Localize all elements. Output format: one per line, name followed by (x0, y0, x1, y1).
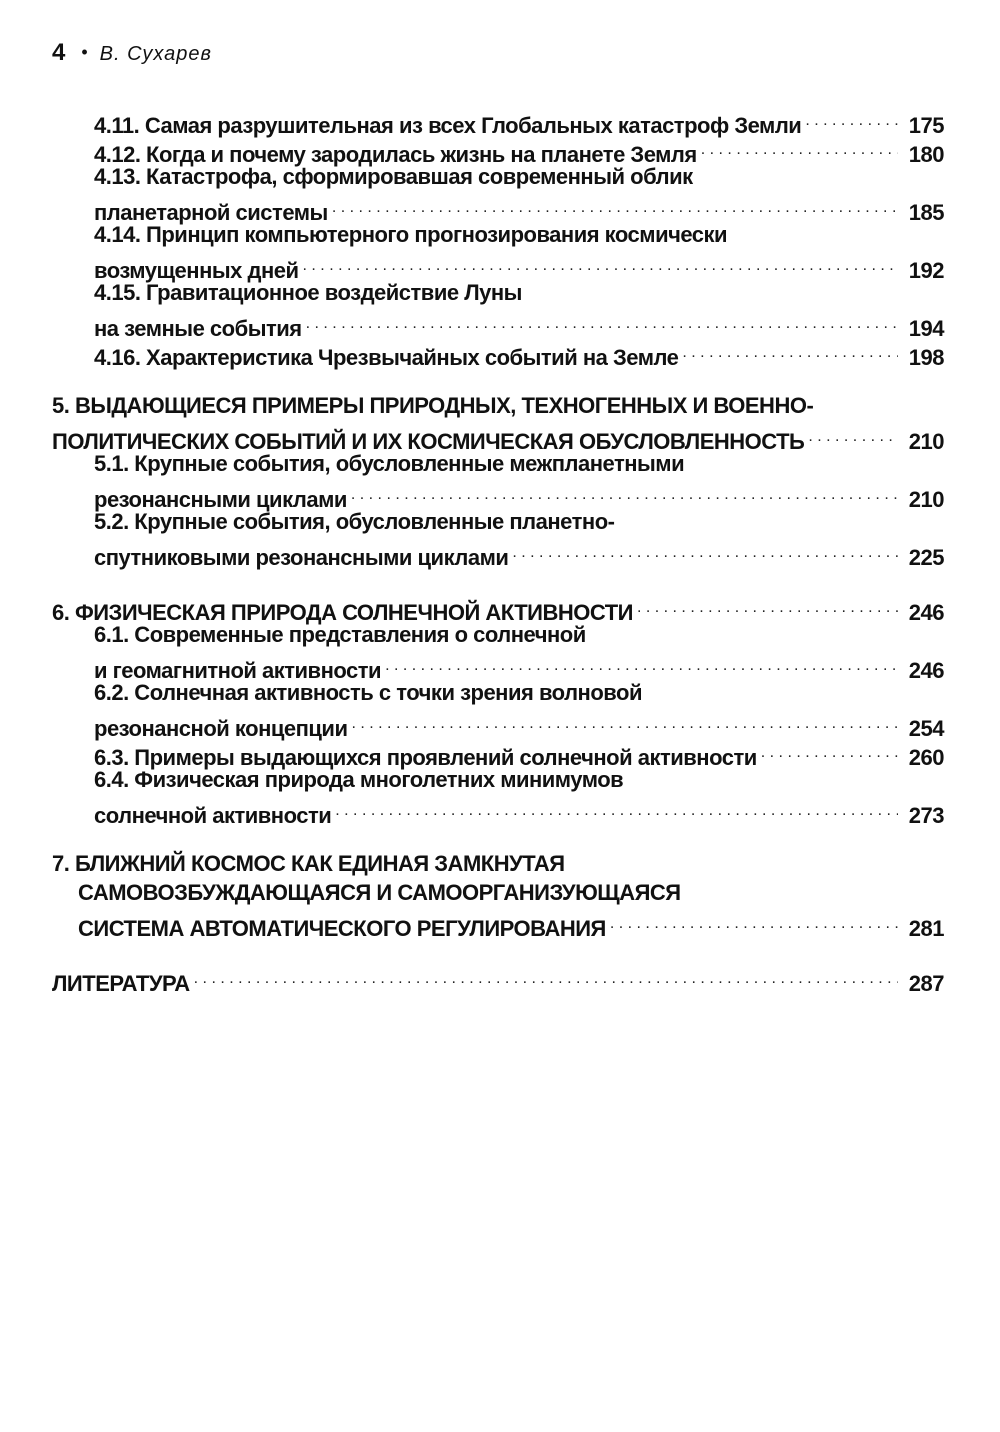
toc-entry-title-line: 5.2. Крупные события, обусловленные планетно- (94, 509, 615, 534)
toc-page-number: 246 (908, 658, 944, 683)
dot-leader (303, 249, 898, 278)
toc-entry-title-line: 4.13. Катастрофа, сформировавшая современный облик (94, 164, 693, 189)
toc-entry-title-line: 6.2. Солнечная активность с точки зрения волновой (94, 680, 642, 705)
toc-entry-title-line: возмущенных дней (94, 258, 299, 283)
dot-leader (637, 591, 898, 620)
toc-entry-title-line: резонансными циклами (94, 487, 347, 512)
dot-leader (682, 336, 898, 365)
toc-chapter-title-line: ПОЛИТИЧЕСКИХ СОБЫТИЙ И ИХ КОСМИЧЕСКАЯ ОБУСЛОВЛЕННОСТЬ (52, 429, 805, 454)
toc-chapter-title-line: 7. БЛИЖНИЙ КОСМОС КАК ЕДИНАЯ ЗАМКНУТАЯ (52, 851, 565, 876)
toc-entry-title-line: 4.14. Принцип компьютерного прогнозирования космически (94, 222, 728, 247)
toc-entry-5-2 (52, 507, 944, 570)
toc-page-number: 273 (908, 803, 944, 828)
dot-leader (805, 104, 898, 133)
dot-leader (351, 707, 898, 736)
toc-page-number: 175 (908, 113, 944, 138)
toc-page-number: 287 (908, 971, 944, 996)
toc-entry-4-11 (52, 104, 944, 138)
toc-entry-6-1 (52, 620, 944, 683)
toc-entry-title: 4.11. Самая разрушительная из всех Глобальных катастроф Земли (94, 113, 802, 138)
toc-entry-6-4 (52, 765, 944, 828)
toc-entry-title-line: солнечной активности (94, 803, 332, 828)
dot-leader (610, 907, 898, 936)
toc-page-number: 192 (908, 258, 944, 283)
author-name: В. Сухарев (99, 43, 212, 65)
dot-leader (332, 191, 898, 220)
toc-entry-title: 6.3. Примеры выдающихся проявлений солнечной активности (94, 745, 757, 770)
dot-leader (385, 649, 898, 678)
dot-leader (194, 962, 898, 991)
dot-leader (335, 794, 898, 823)
toc-entry-title-line: 6.1. Современные представления о солнечной (94, 622, 586, 647)
toc-page-number: 180 (908, 142, 944, 167)
toc-page-number: 254 (908, 716, 944, 741)
dot-leader (351, 478, 898, 507)
toc-entry-4-15 (52, 278, 944, 341)
toc-entry-title-line: спутниковыми резонансными циклами (94, 545, 509, 570)
dot-leader (306, 307, 898, 336)
toc-chapter-title-line: САМОВОЗБУЖДАЮЩАЯСЯ И САМООРГАНИЗУЮЩАЯСЯ (78, 880, 681, 905)
toc-chapter-7 (52, 849, 944, 941)
toc-page-number: 185 (908, 200, 944, 225)
toc-chapter-title: ЛИТЕРАТУРА (52, 971, 190, 996)
toc-page-number: 210 (908, 487, 944, 512)
dot-leader (701, 133, 898, 162)
toc-entry-5-1 (52, 449, 944, 512)
toc-entry-title: 4.16. Характеристика Чрезвычайных событий на Земле (94, 345, 679, 370)
toc-entry-6-2 (52, 678, 944, 741)
toc-page-number: 246 (908, 600, 944, 625)
toc-page-number: 225 (908, 545, 944, 570)
toc-chapter-5 (52, 391, 944, 454)
toc-entry-title-line: и геомагнитной активности (94, 658, 382, 683)
dot-leader (808, 420, 898, 449)
toc-chapter-title: 6. ФИЗИЧЕСКАЯ ПРИРОДА СОЛНЕЧНОЙ АКТИВНОСТИ (52, 600, 633, 625)
dot-leader (761, 736, 898, 765)
toc-page-number: 194 (908, 316, 944, 341)
toc-page-number: 260 (908, 745, 944, 770)
toc-entry-4-13 (52, 162, 944, 225)
page-number: 4 (52, 39, 66, 66)
toc-chapter-6 (52, 591, 944, 625)
toc-page-number: 198 (908, 345, 944, 370)
toc-entry-title-line: 5.1. Крупные события, обусловленные межпланетными (94, 451, 685, 476)
toc-entry-title-line: 6.4. Физическая природа многолетних минимумов (94, 767, 624, 792)
bullet-separator: • (81, 42, 88, 62)
toc-entry-title-line: на земные события (94, 316, 302, 341)
running-head (52, 38, 212, 69)
toc-chapter-title-line: СИСТЕМА АВТОМАТИЧЕСКОГО РЕГУЛИРОВАНИЯ (78, 916, 606, 941)
toc-entry-4-14 (52, 220, 944, 283)
toc-literature (52, 962, 944, 996)
toc-page-number: 210 (908, 429, 944, 454)
dot-leader (512, 536, 898, 565)
table-of-contents (52, 104, 944, 996)
toc-entry-title-line: 4.15. Гравитационное воздействие Луны (94, 280, 522, 305)
toc-entry-title: 4.12. Когда и почему зародилась жизнь на планете Земля (94, 142, 697, 167)
toc-entry-title-line: резонансной концепции (94, 716, 348, 741)
toc-chapter-title-line: 5. ВЫДАЮЩИЕСЯ ПРИМЕРЫ ПРИРОДНЫХ, ТЕХНОГЕННЫХ И ВОЕННО- (52, 393, 814, 418)
toc-page-number: 281 (908, 916, 944, 941)
toc-entry-title-line: планетарной системы (94, 200, 328, 225)
